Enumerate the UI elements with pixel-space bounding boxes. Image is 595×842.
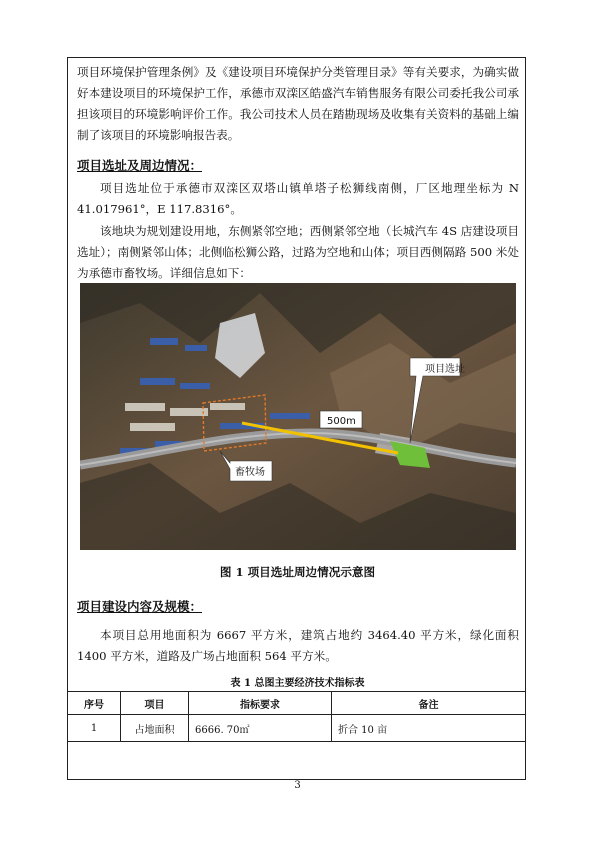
table-caption: 表 1 总图主要经济技术指标表	[230, 678, 365, 689]
figure-caption: 图 1 项目选址周边情况示意图	[219, 565, 376, 579]
col-header-requirement: 指标要求	[189, 692, 332, 715]
scale-heading: 项目建设内容及规模：	[77, 599, 203, 614]
cell-number: 1	[68, 715, 121, 742]
map-drawing	[80, 283, 516, 550]
col-header-number: 序号	[68, 692, 121, 715]
site-paragraph-2: 该地块为规划建设用地，东侧紧邻空地；西侧紧邻空地（长城汽车 4S 店建设项目选址）；南侧紧邻山体；北侧临松狮公路，过路为空地和山体；项目西侧隔路 500 米处为承德市畜牧场。详细信息如下：	[77, 224, 519, 280]
satellite-map	[80, 283, 516, 550]
page-number: 3	[294, 780, 301, 791]
project-site-label: 项目选址	[425, 364, 465, 375]
cell-item: 占地面积	[121, 715, 189, 742]
col-header-item: 项目	[121, 692, 189, 715]
indicator-table	[67, 691, 526, 742]
site-paragraph-1: 项目选址位于承德市双滦区双塔山镇单塔子松狮线南侧，厂区地理坐标为 N 41.017961°，E 117.8316°。	[77, 181, 519, 216]
site-heading: 项目选址及周边情况：	[77, 158, 203, 173]
intro-paragraph: 项目环境保护管理条例》及《建设项目环境保护分类管理目录》等有关要求，为确实做好本建设项目的环境保护工作，承德市双滦区皓盛汽车销售服务有限公司委托我公司承担该项目的环境影响评价工作。我公司技术人员在踏勘现场及收集有关资料的基础上编制了该项目的环境影响报告表。	[77, 65, 519, 142]
cell-remark: 折合 10 亩	[332, 715, 526, 742]
distance-label: 500m	[327, 416, 356, 427]
livestock-farm-label: 畜牧场	[235, 467, 265, 478]
cell-requirement: 6666. 70㎡	[189, 715, 332, 742]
table-header-row	[68, 692, 526, 715]
table-row	[68, 715, 526, 742]
col-header-remark: 备注	[332, 692, 526, 715]
scale-paragraph: 本项目总用地面积为 6667 平方米，建筑占地约 3464.40 平方米，绿化面积 1400 平方米，道路及广场占地面积 564 平方米。	[77, 628, 519, 663]
